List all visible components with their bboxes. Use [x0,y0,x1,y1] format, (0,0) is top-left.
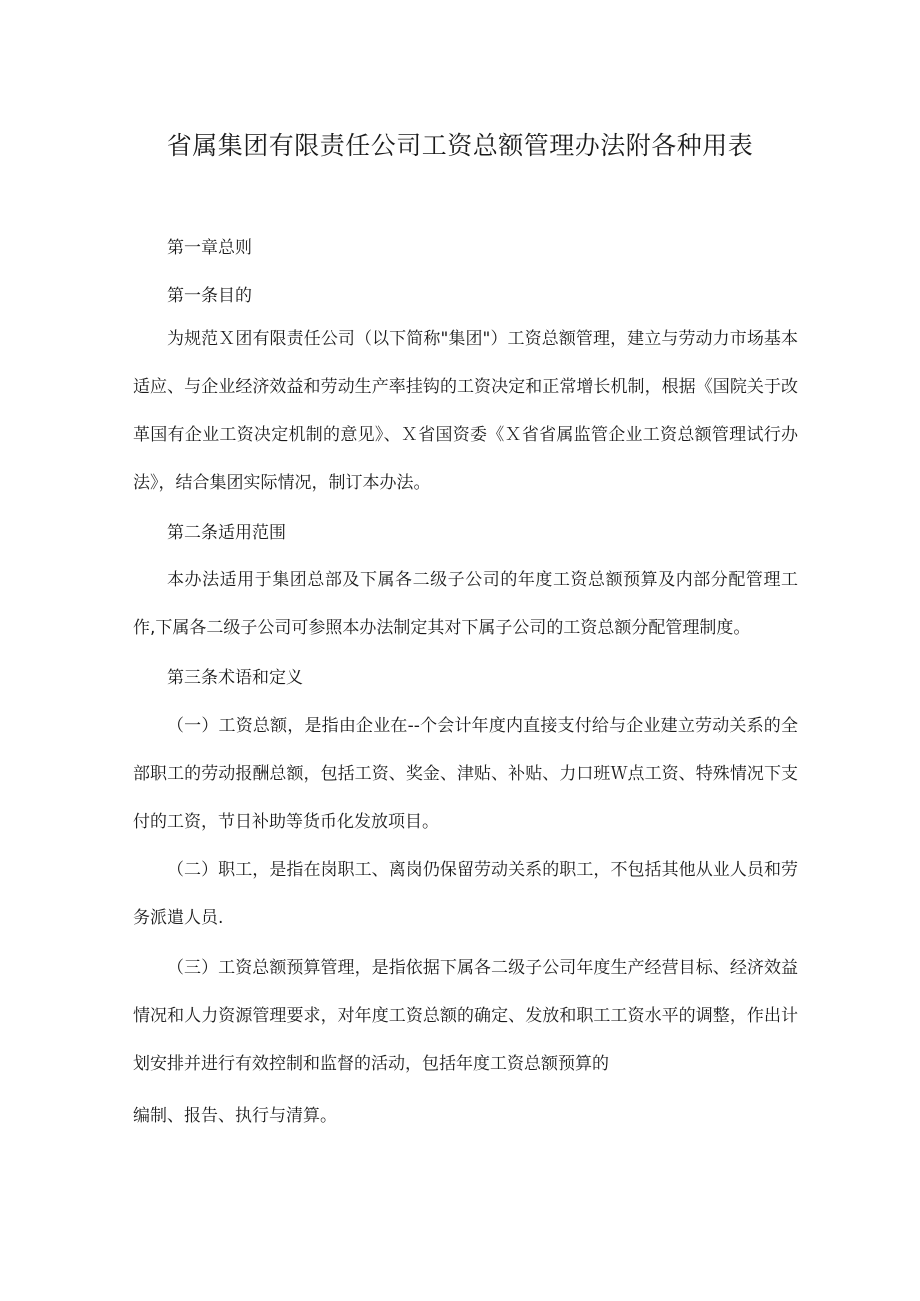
definition-item-1: （一）工资总额，是指由企业在--个会计年度内直接支付给与企业建立劳动关系的全部职工的劳动报酬总额，包括工资、奖金、津贴、补贴、力口班Ｗ点工资、特殊情况下支付的工资，节日补助等货币化发放项目。 [133,716,798,832]
article-heading-definitions: 第三条术语和定义 [167,668,303,688]
paragraph-continuation: 编制、报告、执行与清算。 [133,1106,337,1126]
article-heading-purpose: 第一条目的 [167,286,252,306]
paragraph-scope: 本办法适用于集团总部及下属各二级子公司的年度工资总额预算及内部分配管理工作,下属各二级子公司可参照本办法制定其对下属子公司的工资总额分配管理制度。 [133,570,798,638]
definition-item-3: （三）工资总额预算管理，是指依据下属各二级子公司年度生产经营目标、经济效益情况和人力资源管理要求，对年度工资总额的确定、发放和职工工资水平的调整，作出计划安排并进行有效控制和监督的活动，包括年度工资总额预算的 [133,958,798,1074]
definition-item-2: （二）职工，是指在岗职工、离岗仍保留劳动关系的职工，不包括其他从业人员和劳务派遣人员. [133,860,798,928]
chapter-heading: 第一章总则 [167,238,252,258]
document-title: 省属集团有限责任公司工资总额管理办法附各种用表 [166,131,754,160]
article-heading-scope: 第二条适用范围 [167,523,286,543]
paragraph-purpose: 为规范Ｘ团有限责任公司（以下简称"集团"）工资总额管理，建立与劳动力市场基本适应、与企业经济效益和劳动生产率挂钩的工资决定和正常增长机制，根据《国院关于改革国有企业工资决定机制的意见》、Ｘ省国资委《Ｘ省省属监管企业工资总额管理试行办法》，结合集团实际情况，制订本办法。 [133,329,798,493]
